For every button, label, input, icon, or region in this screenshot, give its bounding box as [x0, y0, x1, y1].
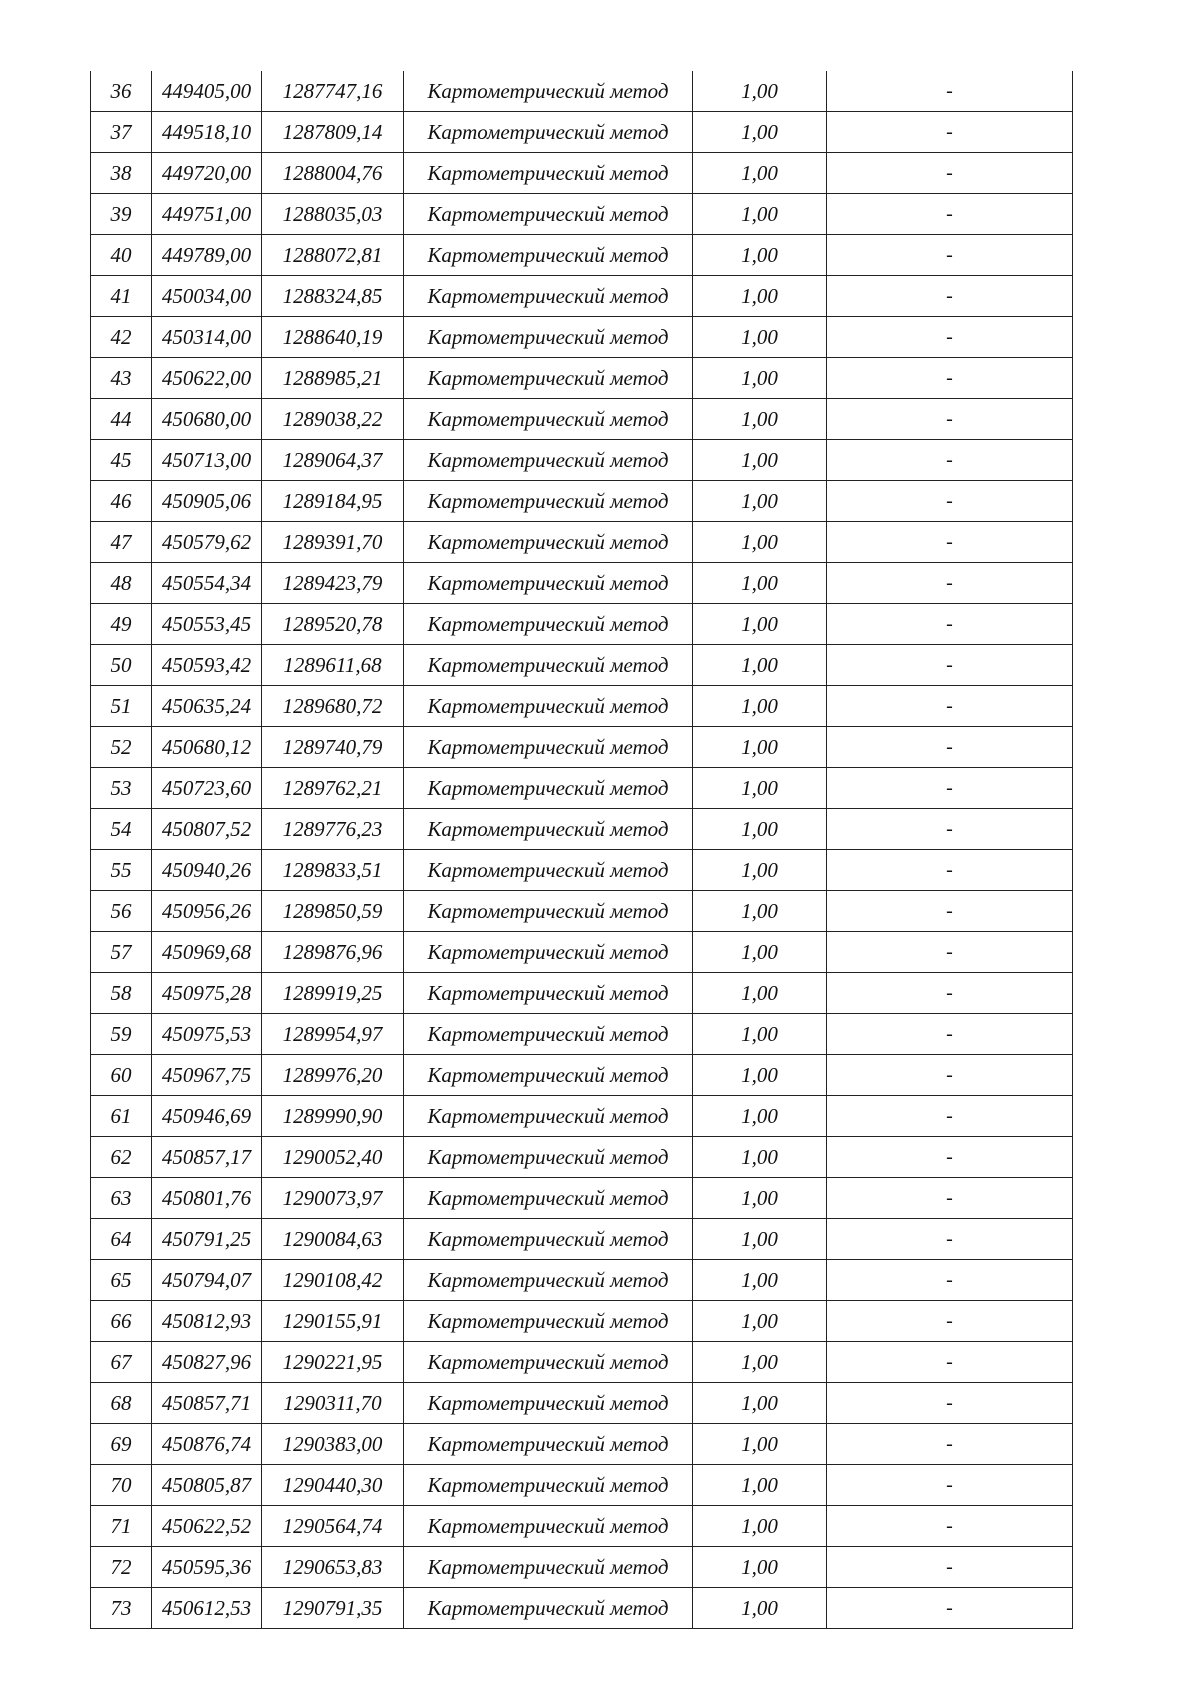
- point-number-cell: 67: [91, 1342, 152, 1383]
- accuracy-cell: 1,00: [693, 1506, 827, 1547]
- accuracy-cell: 1,00: [693, 686, 827, 727]
- coordinate-y-cell: 1289391,70: [262, 522, 404, 563]
- accuracy-cell: 1,00: [693, 440, 827, 481]
- description-cell: -: [827, 1383, 1073, 1424]
- accuracy-cell: 1,00: [693, 563, 827, 604]
- method-cell: Картометрический метод: [404, 440, 693, 481]
- table-row: [91, 194, 1073, 235]
- accuracy-cell: 1,00: [693, 1014, 827, 1055]
- table-row: [91, 440, 1073, 481]
- point-number-cell: 69: [91, 1424, 152, 1465]
- coordinate-y-cell: 1289611,68: [262, 645, 404, 686]
- method-cell: Картометрический метод: [404, 1383, 693, 1424]
- description-cell: -: [827, 1506, 1073, 1547]
- accuracy-cell: 1,00: [693, 1588, 827, 1629]
- method-cell: Картометрический метод: [404, 1301, 693, 1342]
- description-cell: -: [827, 686, 1073, 727]
- description-cell: -: [827, 358, 1073, 399]
- accuracy-cell: 1,00: [693, 1383, 827, 1424]
- table-row: [91, 1342, 1073, 1383]
- description-cell: -: [827, 768, 1073, 809]
- coordinate-x-cell: 450595,36: [152, 1547, 262, 1588]
- table-row: [91, 1547, 1073, 1588]
- point-number-cell: 52: [91, 727, 152, 768]
- coordinate-x-cell: 450314,00: [152, 317, 262, 358]
- table-row: [91, 604, 1073, 645]
- coordinate-y-cell: 1289850,59: [262, 891, 404, 932]
- coordinates-table-body: [91, 71, 1073, 1629]
- point-number-cell: 62: [91, 1137, 152, 1178]
- table-row: [91, 1260, 1073, 1301]
- coordinate-x-cell: 449518,10: [152, 112, 262, 153]
- description-cell: -: [827, 71, 1073, 112]
- table-row: [91, 1055, 1073, 1096]
- description-cell: -: [827, 153, 1073, 194]
- coordinate-x-cell: 450857,17: [152, 1137, 262, 1178]
- table-row: [91, 481, 1073, 522]
- method-cell: Картометрический метод: [404, 194, 693, 235]
- coordinate-x-cell: 450975,53: [152, 1014, 262, 1055]
- coordinate-y-cell: 1289762,21: [262, 768, 404, 809]
- accuracy-cell: 1,00: [693, 235, 827, 276]
- point-number-cell: 44: [91, 399, 152, 440]
- coordinate-y-cell: 1290440,30: [262, 1465, 404, 1506]
- point-number-cell: 72: [91, 1547, 152, 1588]
- point-number-cell: 68: [91, 1383, 152, 1424]
- method-cell: Картометрический метод: [404, 481, 693, 522]
- coordinate-y-cell: 1289776,23: [262, 809, 404, 850]
- coordinate-x-cell: 450554,34: [152, 563, 262, 604]
- coordinate-x-cell: 449720,00: [152, 153, 262, 194]
- description-cell: -: [827, 1219, 1073, 1260]
- coordinate-y-cell: 1289680,72: [262, 686, 404, 727]
- coordinate-y-cell: 1289520,78: [262, 604, 404, 645]
- accuracy-cell: 1,00: [693, 645, 827, 686]
- coordinate-y-cell: 1288035,03: [262, 194, 404, 235]
- coordinate-y-cell: 1288640,19: [262, 317, 404, 358]
- accuracy-cell: 1,00: [693, 1137, 827, 1178]
- accuracy-cell: 1,00: [693, 112, 827, 153]
- description-cell: -: [827, 1547, 1073, 1588]
- coordinate-x-cell: 450635,24: [152, 686, 262, 727]
- method-cell: Картометрический метод: [404, 112, 693, 153]
- coordinate-y-cell: 1289876,96: [262, 932, 404, 973]
- description-cell: -: [827, 317, 1073, 358]
- method-cell: Картометрический метод: [404, 235, 693, 276]
- table-row: [91, 1096, 1073, 1137]
- point-number-cell: 43: [91, 358, 152, 399]
- point-number-cell: 45: [91, 440, 152, 481]
- accuracy-cell: 1,00: [693, 768, 827, 809]
- table-row: [91, 522, 1073, 563]
- accuracy-cell: 1,00: [693, 358, 827, 399]
- description-cell: -: [827, 973, 1073, 1014]
- coordinate-x-cell: 450579,62: [152, 522, 262, 563]
- description-cell: -: [827, 440, 1073, 481]
- coordinate-y-cell: 1290052,40: [262, 1137, 404, 1178]
- description-cell: -: [827, 481, 1073, 522]
- method-cell: Картометрический метод: [404, 932, 693, 973]
- description-cell: -: [827, 1137, 1073, 1178]
- coordinate-y-cell: 1289184,95: [262, 481, 404, 522]
- coordinate-y-cell: 1290564,74: [262, 1506, 404, 1547]
- coordinate-y-cell: 1289833,51: [262, 850, 404, 891]
- accuracy-cell: 1,00: [693, 317, 827, 358]
- accuracy-cell: 1,00: [693, 153, 827, 194]
- coordinate-y-cell: 1290791,35: [262, 1588, 404, 1629]
- table-row: [91, 932, 1073, 973]
- description-cell: -: [827, 522, 1073, 563]
- table-row: [91, 317, 1073, 358]
- table-row: [91, 645, 1073, 686]
- accuracy-cell: 1,00: [693, 809, 827, 850]
- method-cell: Картометрический метод: [404, 276, 693, 317]
- table-row: [91, 891, 1073, 932]
- method-cell: Картометрический метод: [404, 1096, 693, 1137]
- coordinate-x-cell: 450876,74: [152, 1424, 262, 1465]
- coordinate-x-cell: 450622,00: [152, 358, 262, 399]
- description-cell: -: [827, 604, 1073, 645]
- description-cell: -: [827, 1096, 1073, 1137]
- coordinate-x-cell: 449789,00: [152, 235, 262, 276]
- method-cell: Картометрический метод: [404, 1178, 693, 1219]
- coordinate-x-cell: 450857,71: [152, 1383, 262, 1424]
- table-row: [91, 1219, 1073, 1260]
- description-cell: -: [827, 1301, 1073, 1342]
- point-number-cell: 49: [91, 604, 152, 645]
- method-cell: Картометрический метод: [404, 1055, 693, 1096]
- coordinate-x-cell: 450827,96: [152, 1342, 262, 1383]
- coordinate-y-cell: 1288324,85: [262, 276, 404, 317]
- method-cell: Картометрический метод: [404, 850, 693, 891]
- coordinate-y-cell: 1287809,14: [262, 112, 404, 153]
- method-cell: Картометрический метод: [404, 1424, 693, 1465]
- point-number-cell: 39: [91, 194, 152, 235]
- point-number-cell: 73: [91, 1588, 152, 1629]
- coordinate-x-cell: 450612,53: [152, 1588, 262, 1629]
- table-row: [91, 276, 1073, 317]
- table-row: [91, 71, 1073, 112]
- description-cell: -: [827, 850, 1073, 891]
- accuracy-cell: 1,00: [693, 1096, 827, 1137]
- method-cell: Картометрический метод: [404, 1588, 693, 1629]
- method-cell: Картометрический метод: [404, 1260, 693, 1301]
- method-cell: Картометрический метод: [404, 809, 693, 850]
- point-number-cell: 36: [91, 71, 152, 112]
- description-cell: -: [827, 399, 1073, 440]
- point-number-cell: 59: [91, 1014, 152, 1055]
- point-number-cell: 50: [91, 645, 152, 686]
- method-cell: Картометрический метод: [404, 317, 693, 358]
- table-row: [91, 1465, 1073, 1506]
- table-row: [91, 1588, 1073, 1629]
- coordinate-y-cell: 1289064,37: [262, 440, 404, 481]
- accuracy-cell: 1,00: [693, 1301, 827, 1342]
- coordinate-x-cell: 450791,25: [152, 1219, 262, 1260]
- point-number-cell: 46: [91, 481, 152, 522]
- coordinate-y-cell: 1290073,97: [262, 1178, 404, 1219]
- coordinate-x-cell: 450905,06: [152, 481, 262, 522]
- method-cell: Картометрический метод: [404, 71, 693, 112]
- coordinate-y-cell: 1289423,79: [262, 563, 404, 604]
- coordinate-x-cell: 450034,00: [152, 276, 262, 317]
- coordinate-x-cell: 450794,07: [152, 1260, 262, 1301]
- description-cell: -: [827, 112, 1073, 153]
- accuracy-cell: 1,00: [693, 1465, 827, 1506]
- coordinate-y-cell: 1289038,22: [262, 399, 404, 440]
- table-row: [91, 973, 1073, 1014]
- table-row: [91, 399, 1073, 440]
- point-number-cell: 42: [91, 317, 152, 358]
- coordinate-x-cell: 450969,68: [152, 932, 262, 973]
- coordinate-y-cell: 1290221,95: [262, 1342, 404, 1383]
- method-cell: Картометрический метод: [404, 645, 693, 686]
- description-cell: -: [827, 891, 1073, 932]
- method-cell: Картометрический метод: [404, 358, 693, 399]
- coordinate-x-cell: 450812,93: [152, 1301, 262, 1342]
- point-number-cell: 41: [91, 276, 152, 317]
- coordinate-y-cell: 1289976,20: [262, 1055, 404, 1096]
- coordinate-x-cell: 450801,76: [152, 1178, 262, 1219]
- accuracy-cell: 1,00: [693, 932, 827, 973]
- coordinate-x-cell: 450553,45: [152, 604, 262, 645]
- accuracy-cell: 1,00: [693, 1055, 827, 1096]
- table-row: [91, 1506, 1073, 1547]
- description-cell: -: [827, 235, 1073, 276]
- accuracy-cell: 1,00: [693, 1178, 827, 1219]
- description-cell: -: [827, 1178, 1073, 1219]
- coordinate-x-cell: 450956,26: [152, 891, 262, 932]
- accuracy-cell: 1,00: [693, 194, 827, 235]
- description-cell: -: [827, 932, 1073, 973]
- method-cell: Картометрический метод: [404, 1547, 693, 1588]
- table-row: [91, 1178, 1073, 1219]
- coordinates-table: [90, 71, 1073, 1629]
- description-cell: -: [827, 645, 1073, 686]
- coordinate-y-cell: 1290084,63: [262, 1219, 404, 1260]
- point-number-cell: 63: [91, 1178, 152, 1219]
- coordinate-x-cell: 450680,00: [152, 399, 262, 440]
- accuracy-cell: 1,00: [693, 1260, 827, 1301]
- table-row: [91, 727, 1073, 768]
- table-row: [91, 1383, 1073, 1424]
- coordinate-y-cell: 1290108,42: [262, 1260, 404, 1301]
- accuracy-cell: 1,00: [693, 1219, 827, 1260]
- table-row: [91, 850, 1073, 891]
- coordinate-y-cell: 1290653,83: [262, 1547, 404, 1588]
- description-cell: -: [827, 1014, 1073, 1055]
- description-cell: -: [827, 1260, 1073, 1301]
- point-number-cell: 57: [91, 932, 152, 973]
- table-row: [91, 235, 1073, 276]
- method-cell: Картометрический метод: [404, 1506, 693, 1547]
- description-cell: -: [827, 563, 1073, 604]
- accuracy-cell: 1,00: [693, 850, 827, 891]
- method-cell: Картометрический метод: [404, 399, 693, 440]
- point-number-cell: 58: [91, 973, 152, 1014]
- accuracy-cell: 1,00: [693, 604, 827, 645]
- description-cell: -: [827, 1588, 1073, 1629]
- method-cell: Картометрический метод: [404, 686, 693, 727]
- method-cell: Картометрический метод: [404, 563, 693, 604]
- accuracy-cell: 1,00: [693, 481, 827, 522]
- coordinate-y-cell: 1288072,81: [262, 235, 404, 276]
- table-row: [91, 1014, 1073, 1055]
- method-cell: Картометрический метод: [404, 1465, 693, 1506]
- table-row: [91, 809, 1073, 850]
- table-row: [91, 112, 1073, 153]
- table-row: [91, 1424, 1073, 1465]
- accuracy-cell: 1,00: [693, 71, 827, 112]
- point-number-cell: 51: [91, 686, 152, 727]
- description-cell: -: [827, 1055, 1073, 1096]
- method-cell: Картометрический метод: [404, 153, 693, 194]
- point-number-cell: 37: [91, 112, 152, 153]
- coordinate-y-cell: 1289740,79: [262, 727, 404, 768]
- coordinate-x-cell: 450723,60: [152, 768, 262, 809]
- method-cell: Картометрический метод: [404, 1137, 693, 1178]
- method-cell: Картометрический метод: [404, 1342, 693, 1383]
- coordinate-x-cell: 450807,52: [152, 809, 262, 850]
- point-number-cell: 71: [91, 1506, 152, 1547]
- point-number-cell: 61: [91, 1096, 152, 1137]
- description-cell: -: [827, 809, 1073, 850]
- point-number-cell: 66: [91, 1301, 152, 1342]
- coordinate-y-cell: 1288004,76: [262, 153, 404, 194]
- coordinate-y-cell: 1290311,70: [262, 1383, 404, 1424]
- method-cell: Картометрический метод: [404, 768, 693, 809]
- description-cell: -: [827, 1424, 1073, 1465]
- method-cell: Картометрический метод: [404, 522, 693, 563]
- method-cell: Картометрический метод: [404, 727, 693, 768]
- description-cell: -: [827, 1465, 1073, 1506]
- method-cell: Картометрический метод: [404, 1219, 693, 1260]
- coordinate-y-cell: 1288985,21: [262, 358, 404, 399]
- accuracy-cell: 1,00: [693, 973, 827, 1014]
- point-number-cell: 70: [91, 1465, 152, 1506]
- accuracy-cell: 1,00: [693, 1342, 827, 1383]
- coordinate-y-cell: 1287747,16: [262, 71, 404, 112]
- point-number-cell: 38: [91, 153, 152, 194]
- coordinate-x-cell: 450967,75: [152, 1055, 262, 1096]
- accuracy-cell: 1,00: [693, 727, 827, 768]
- coordinate-y-cell: 1289919,25: [262, 973, 404, 1014]
- point-number-cell: 56: [91, 891, 152, 932]
- coordinate-x-cell: 450946,69: [152, 1096, 262, 1137]
- coordinate-x-cell: 450975,28: [152, 973, 262, 1014]
- table-row: [91, 686, 1073, 727]
- point-number-cell: 54: [91, 809, 152, 850]
- table-row: [91, 563, 1073, 604]
- description-cell: -: [827, 1342, 1073, 1383]
- point-number-cell: 47: [91, 522, 152, 563]
- coordinate-y-cell: 1289990,90: [262, 1096, 404, 1137]
- method-cell: Картометрический метод: [404, 973, 693, 1014]
- coordinate-y-cell: 1289954,97: [262, 1014, 404, 1055]
- point-number-cell: 60: [91, 1055, 152, 1096]
- accuracy-cell: 1,00: [693, 1547, 827, 1588]
- accuracy-cell: 1,00: [693, 891, 827, 932]
- coordinate-x-cell: 450622,52: [152, 1506, 262, 1547]
- point-number-cell: 53: [91, 768, 152, 809]
- point-number-cell: 55: [91, 850, 152, 891]
- table-row: [91, 1301, 1073, 1342]
- accuracy-cell: 1,00: [693, 399, 827, 440]
- method-cell: Картометрический метод: [404, 604, 693, 645]
- coordinate-x-cell: 449405,00: [152, 71, 262, 112]
- coordinate-x-cell: 450805,87: [152, 1465, 262, 1506]
- coordinate-x-cell: 449751,00: [152, 194, 262, 235]
- coordinate-x-cell: 450680,12: [152, 727, 262, 768]
- coordinate-x-cell: 450713,00: [152, 440, 262, 481]
- coordinate-y-cell: 1290383,00: [262, 1424, 404, 1465]
- coordinate-x-cell: 450940,26: [152, 850, 262, 891]
- table-row: [91, 1137, 1073, 1178]
- table-row: [91, 768, 1073, 809]
- coordinate-x-cell: 450593,42: [152, 645, 262, 686]
- description-cell: -: [827, 727, 1073, 768]
- point-number-cell: 48: [91, 563, 152, 604]
- description-cell: -: [827, 194, 1073, 235]
- accuracy-cell: 1,00: [693, 1424, 827, 1465]
- description-cell: -: [827, 276, 1073, 317]
- accuracy-cell: 1,00: [693, 522, 827, 563]
- accuracy-cell: 1,00: [693, 276, 827, 317]
- point-number-cell: 64: [91, 1219, 152, 1260]
- method-cell: Картометрический метод: [404, 891, 693, 932]
- table-row: [91, 153, 1073, 194]
- coordinate-y-cell: 1290155,91: [262, 1301, 404, 1342]
- point-number-cell: 40: [91, 235, 152, 276]
- method-cell: Картометрический метод: [404, 1014, 693, 1055]
- point-number-cell: 65: [91, 1260, 152, 1301]
- table-row: [91, 358, 1073, 399]
